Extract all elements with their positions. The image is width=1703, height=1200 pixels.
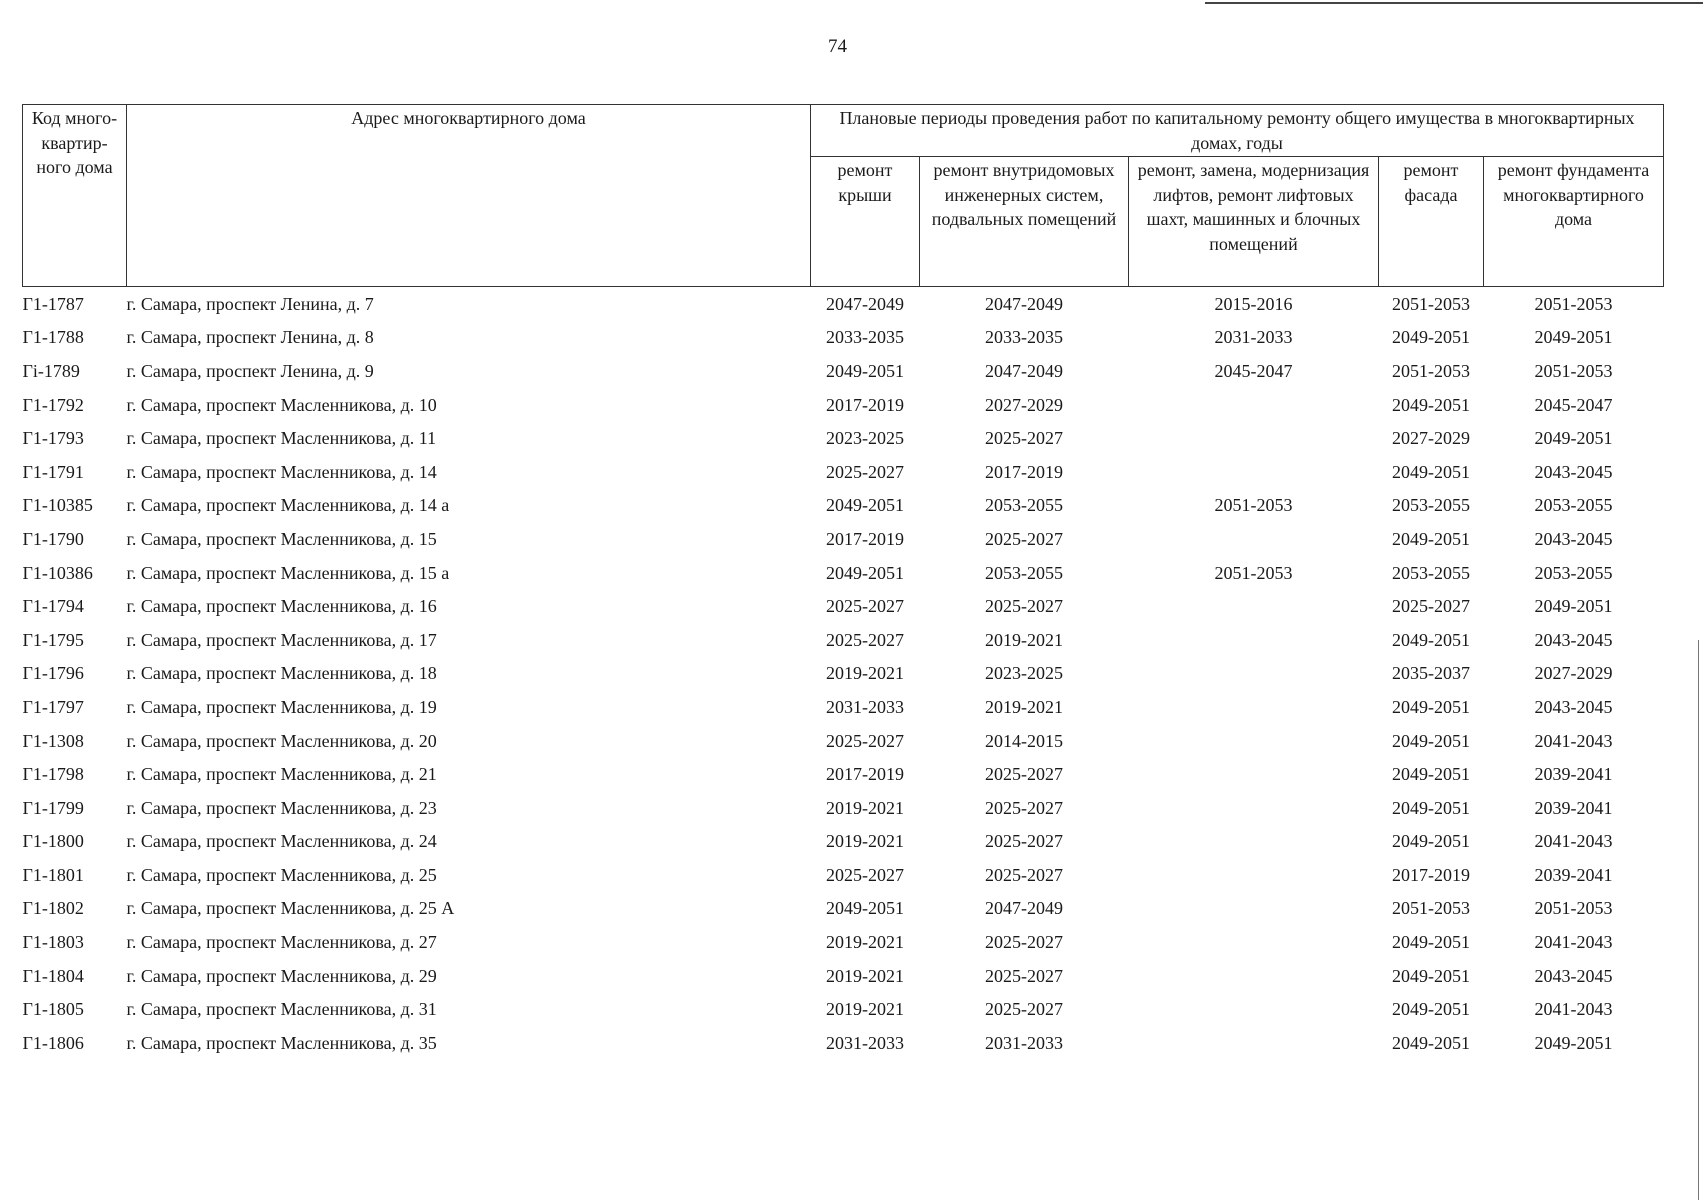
elevator-period-cell: [1129, 791, 1379, 825]
elevator-period-cell: [1129, 757, 1379, 791]
facade-period-cell: 2049-2051: [1392, 831, 1470, 852]
table-row: [23, 455, 1664, 489]
systems-period-cell: 2017-2019: [985, 461, 1063, 482]
roof-period-cell: 2017-2019: [826, 764, 904, 785]
table-row: [23, 489, 1664, 523]
building-address-cell: г. Самара, проспект Масленникова, д. 35: [126, 1032, 437, 1053]
systems-period-cell: 2025-2027: [985, 528, 1063, 549]
foundation-period-cell: 2039-2041: [1534, 797, 1613, 818]
systems-period-cell: 2047-2049: [985, 293, 1063, 314]
elevator-period-cell: [1129, 724, 1379, 758]
facade-period-cell: 2017-2019: [1392, 864, 1470, 885]
systems-period-cell: 2025-2027: [985, 428, 1063, 449]
building-address-cell: г. Самара, проспект Ленина, д. 8: [126, 327, 374, 348]
table-row: [23, 858, 1664, 892]
table-row: [23, 388, 1664, 422]
roof-period-cell: 2019-2021: [826, 932, 904, 953]
page-number: 74: [828, 36, 847, 57]
table-row: [23, 287, 1664, 321]
systems-period-cell: 2025-2027: [985, 965, 1063, 986]
elevator-period-cell: [1129, 421, 1379, 455]
systems-period-cell: 2025-2027: [985, 864, 1063, 885]
building-address-cell: г. Самара, проспект Масленникова, д. 18: [126, 663, 437, 684]
top-edge-line: [1205, 2, 1703, 4]
foundation-period-cell: 2043-2045: [1534, 965, 1613, 986]
header-roof: ремонт крыши: [811, 157, 920, 287]
building-code-cell: Г1-1308: [22, 730, 84, 751]
foundation-period-cell: 2053-2055: [1534, 495, 1613, 516]
facade-period-cell: 2049-2051: [1392, 461, 1470, 482]
roof-period-cell: 2019-2021: [826, 663, 904, 684]
systems-period-cell: 2025-2027: [985, 932, 1063, 953]
elevator-period-cell: [1129, 623, 1379, 657]
systems-period-cell: 2019-2021: [985, 696, 1063, 717]
systems-period-cell: 2019-2021: [985, 629, 1063, 650]
building-address-cell: г. Самара, проспект Масленникова, д. 27: [126, 932, 437, 953]
table-row: [23, 589, 1664, 623]
elevator-period-cell: [1129, 589, 1379, 623]
systems-period-cell: 2047-2049: [985, 360, 1063, 381]
facade-period-cell: 2051-2053: [1392, 293, 1470, 314]
table-row: [23, 959, 1664, 993]
systems-period-cell: 2025-2027: [985, 999, 1063, 1020]
roof-period-cell: 2031-2033: [826, 696, 904, 717]
facade-period-cell: 2049-2051: [1392, 696, 1470, 717]
facade-period-cell: 2049-2051: [1392, 965, 1470, 986]
building-code-cell: Г1-1803: [22, 932, 84, 953]
facade-period-cell: 2025-2027: [1392, 596, 1470, 617]
roof-period-cell: 2025-2027: [826, 864, 904, 885]
building-address-cell: г. Самара, проспект Ленина, д. 7: [126, 293, 374, 314]
facade-period-cell: 2049-2051: [1392, 730, 1470, 751]
building-code-cell: Г1-1805: [22, 999, 84, 1020]
roof-period-cell: 2047-2049: [826, 293, 904, 314]
building-code-cell: Г1-1793: [22, 428, 84, 449]
header-periods-group: Плановые периоды проведения работ по капитальному ремонту общего имущества в многоквартирных домах, годы: [811, 105, 1664, 157]
table-row: [23, 724, 1664, 758]
header-facade: ремонт фасада: [1379, 157, 1484, 287]
building-code-cell: Г1-10385: [22, 495, 93, 516]
roof-period-cell: 2049-2051: [826, 562, 904, 583]
building-address-cell: г. Самара, проспект Масленникова, д. 19: [126, 696, 437, 717]
building-code-cell: Г1-1804: [22, 965, 84, 986]
roof-period-cell: 2025-2027: [826, 730, 904, 751]
foundation-period-cell: 2053-2055: [1534, 562, 1613, 583]
facade-period-cell: 2049-2051: [1392, 1032, 1470, 1053]
facade-period-cell: 2049-2051: [1392, 797, 1470, 818]
facade-period-cell: 2049-2051: [1392, 528, 1470, 549]
facade-period-cell: 2035-2037: [1392, 663, 1470, 684]
elevator-period-cell: [1129, 825, 1379, 859]
building-code-cell: Г1-1806: [22, 1032, 84, 1053]
building-address-cell: г. Самара, проспект Масленникова, д. 16: [126, 596, 437, 617]
table-row: [23, 623, 1664, 657]
elevator-period-cell: [1129, 1026, 1379, 1060]
table-row: [23, 522, 1664, 556]
foundation-period-cell: 2043-2045: [1534, 461, 1613, 482]
table-row: [23, 791, 1664, 825]
building-address-cell: г. Самара, проспект Масленникова, д. 14: [126, 461, 437, 482]
building-address-cell: г. Самара, проспект Масленникова, д. 17: [126, 629, 437, 650]
building-code-cell: Г1-1801: [22, 864, 84, 885]
foundation-period-cell: 2041-2043: [1534, 932, 1613, 953]
foundation-period-cell: 2027-2029: [1534, 663, 1613, 684]
elevator-period-cell: [1129, 858, 1379, 892]
table-row: [23, 1026, 1664, 1060]
building-code-cell: Г1-1798: [22, 764, 84, 785]
building-code-cell: Г1-1797: [22, 696, 84, 717]
table-row: [23, 421, 1664, 455]
roof-period-cell: 2019-2021: [826, 797, 904, 818]
elevator-period-cell: 2045-2047: [1214, 360, 1293, 381]
table-row: [23, 354, 1664, 388]
facade-period-cell: 2049-2051: [1392, 394, 1470, 415]
facade-period-cell: 2053-2055: [1392, 495, 1470, 516]
table-row: [23, 892, 1664, 926]
facade-period-cell: 2051-2053: [1392, 360, 1470, 381]
roof-period-cell: 2049-2051: [826, 898, 904, 919]
building-address-cell: г. Самара, проспект Масленникова, д. 15: [126, 528, 437, 549]
systems-period-cell: 2014-2015: [985, 730, 1063, 751]
table-row: [23, 657, 1664, 691]
elevator-period-cell: 2015-2016: [1214, 293, 1293, 314]
roof-period-cell: 2025-2027: [826, 629, 904, 650]
building-code-cell: Г1-10386: [22, 562, 93, 583]
foundation-period-cell: 2041-2043: [1534, 730, 1613, 751]
capital-repair-schedule-table: [22, 104, 1664, 1060]
building-address-cell: г. Самара, проспект Масленникова, д. 24: [126, 831, 437, 852]
systems-period-cell: 2025-2027: [985, 596, 1063, 617]
building-address-cell: г. Самара, проспект Масленникова, д. 25 А: [126, 898, 455, 919]
building-code-cell: Г1-1802: [22, 898, 84, 919]
foundation-period-cell: 2049-2051: [1534, 327, 1613, 348]
building-code-cell: Г1-1790: [22, 528, 84, 549]
roof-period-cell: 2049-2051: [826, 495, 904, 516]
building-address-cell: г. Самара, проспект Масленникова, д. 15 а: [126, 562, 450, 583]
facade-period-cell: 2027-2029: [1392, 428, 1470, 449]
building-code-cell: Г1-1788: [22, 327, 84, 348]
roof-period-cell: 2019-2021: [826, 965, 904, 986]
foundation-period-cell: 2049-2051: [1534, 596, 1613, 617]
header-systems: ремонт внутридомовых инженерных систем, подвальных помещений: [920, 157, 1129, 287]
building-address-cell: г. Самара, проспект Масленникова, д. 14 а: [126, 495, 450, 516]
building-code-cell: Г1-1796: [22, 663, 84, 684]
foundation-period-cell: 2039-2041: [1534, 764, 1613, 785]
table-body: [23, 287, 1664, 1060]
roof-period-cell: 2019-2021: [826, 999, 904, 1020]
building-code-cell: Г1-1795: [22, 629, 84, 650]
elevator-period-cell: [1129, 959, 1379, 993]
foundation-period-cell: 2051-2053: [1534, 360, 1613, 381]
systems-period-cell: 2025-2027: [985, 764, 1063, 785]
building-code-cell: Г1-1794: [22, 596, 84, 617]
elevator-period-cell: [1129, 455, 1379, 489]
facade-period-cell: 2049-2051: [1392, 629, 1470, 650]
systems-period-cell: 2053-2055: [985, 495, 1063, 516]
facade-period-cell: 2049-2051: [1392, 327, 1470, 348]
building-code-cell: Г1-1800: [22, 831, 84, 852]
systems-period-cell: 2053-2055: [985, 562, 1063, 583]
foundation-period-cell: 2039-2041: [1534, 864, 1613, 885]
building-code-cell: Г1-1799: [22, 797, 84, 818]
elevator-period-cell: [1129, 522, 1379, 556]
header-row-1: [23, 105, 1664, 157]
foundation-period-cell: 2041-2043: [1534, 999, 1613, 1020]
facade-period-cell: 2051-2053: [1392, 898, 1470, 919]
foundation-period-cell: 2051-2053: [1534, 898, 1613, 919]
roof-period-cell: 2017-2019: [826, 394, 904, 415]
roof-period-cell: 2033-2035: [826, 327, 904, 348]
elevator-period-cell: [1129, 992, 1379, 1026]
facade-period-cell: 2053-2055: [1392, 562, 1470, 583]
building-code-cell: Г1-1791: [22, 461, 84, 482]
systems-period-cell: 2033-2035: [985, 327, 1063, 348]
header-elevators: ремонт, замена, модернизация лифтов, ремонт лифтовых шахт, машинных и блочных помещений: [1129, 157, 1379, 287]
facade-period-cell: 2049-2051: [1392, 999, 1470, 1020]
table-row: [23, 825, 1664, 859]
systems-period-cell: 2023-2025: [985, 663, 1063, 684]
systems-period-cell: 2025-2027: [985, 797, 1063, 818]
table-header: [23, 105, 1664, 287]
foundation-period-cell: 2051-2053: [1534, 293, 1613, 314]
building-code-cell: Гi-1789: [22, 360, 80, 381]
roof-period-cell: 2049-2051: [826, 360, 904, 381]
building-address-cell: г. Самара, проспект Масленникова, д. 21: [126, 764, 437, 785]
elevator-period-cell: 2051-2053: [1214, 562, 1293, 583]
scan-edge-line: [1698, 640, 1699, 1200]
foundation-period-cell: 2049-2051: [1534, 1032, 1613, 1053]
foundation-period-cell: 2045-2047: [1534, 394, 1613, 415]
roof-period-cell: 2019-2021: [826, 831, 904, 852]
systems-period-cell: 2025-2027: [985, 831, 1063, 852]
foundation-period-cell: 2043-2045: [1534, 528, 1613, 549]
building-code-cell: Г1-1787: [22, 293, 84, 314]
building-address-cell: г. Самара, проспект Масленникова, д. 10: [126, 394, 437, 415]
roof-period-cell: 2017-2019: [826, 528, 904, 549]
table-row: [23, 321, 1664, 355]
foundation-period-cell: 2043-2045: [1534, 629, 1613, 650]
table-row: [23, 992, 1664, 1026]
systems-period-cell: 2027-2029: [985, 394, 1063, 415]
building-address-cell: г. Самара, проспект Масленникова, д. 31: [126, 999, 437, 1020]
foundation-period-cell: 2043-2045: [1534, 696, 1613, 717]
table-row: [23, 556, 1664, 590]
roof-period-cell: 2025-2027: [826, 461, 904, 482]
roof-period-cell: 2023-2025: [826, 428, 904, 449]
building-address-cell: г. Самара, проспект Масленникова, д. 23: [126, 797, 437, 818]
table-row: [23, 690, 1664, 724]
building-address-cell: г. Самара, проспект Ленина, д. 9: [126, 360, 374, 381]
elevator-period-cell: [1129, 892, 1379, 926]
header-address: Адрес многоквартирного дома: [127, 105, 811, 287]
building-address-cell: г. Самара, проспект Масленникова, д. 25: [126, 864, 437, 885]
building-address-cell: г. Самара, проспект Масленникова, д. 29: [126, 965, 437, 986]
systems-period-cell: 2031-2033: [985, 1032, 1063, 1053]
foundation-period-cell: 2049-2051: [1534, 428, 1613, 449]
foundation-period-cell: 2041-2043: [1534, 831, 1613, 852]
elevator-period-cell: [1129, 925, 1379, 959]
header-foundation: ремонт фундамента многоквартирного дома: [1484, 157, 1664, 287]
building-code-cell: Г1-1792: [22, 394, 84, 415]
table-row: [23, 925, 1664, 959]
elevator-period-cell: [1129, 690, 1379, 724]
roof-period-cell: 2025-2027: [826, 596, 904, 617]
facade-period-cell: 2049-2051: [1392, 932, 1470, 953]
header-code: Код много-квартир-ного дома: [23, 105, 127, 287]
building-address-cell: г. Самара, проспект Масленникова, д. 20: [126, 730, 437, 751]
elevator-period-cell: 2051-2053: [1214, 495, 1293, 516]
table-row: [23, 757, 1664, 791]
facade-period-cell: 2049-2051: [1392, 764, 1470, 785]
systems-period-cell: 2047-2049: [985, 898, 1063, 919]
elevator-period-cell: 2031-2033: [1214, 327, 1293, 348]
building-address-cell: г. Самара, проспект Масленникова, д. 11: [126, 428, 437, 449]
roof-period-cell: 2031-2033: [826, 1032, 904, 1053]
elevator-period-cell: [1129, 388, 1379, 422]
elevator-period-cell: [1129, 657, 1379, 691]
